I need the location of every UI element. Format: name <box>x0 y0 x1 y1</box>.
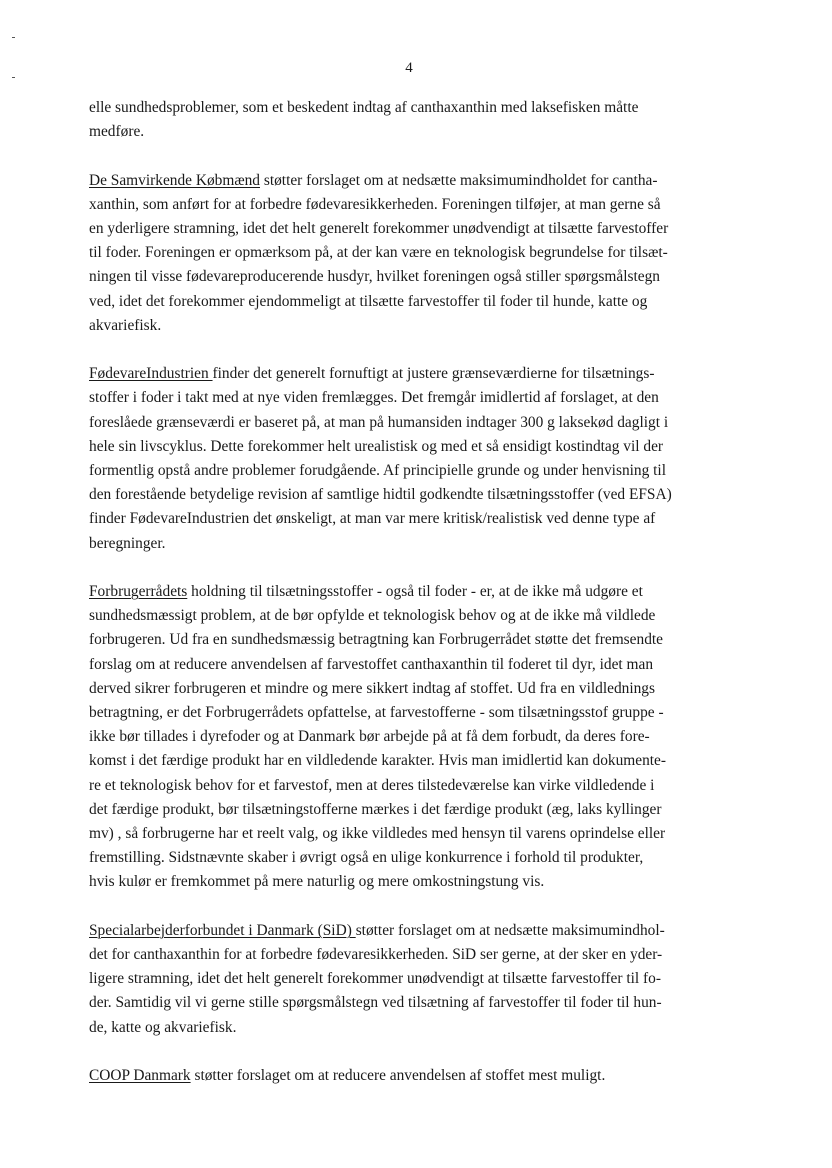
text-line: de, katte og akvariefisk. <box>89 1018 237 1036</box>
text-line: derved sikrer forbrugeren et mindre og mere sikkert indtag af stoffet. Ud fra en vildlednings <box>89 679 655 697</box>
text-line: stoffer i foder i takt med at nye viden fremlægges. Det fremgår imidlertid af forslaget, at den <box>89 389 659 407</box>
paragraph-forbrugerraadet <box>89 580 737 895</box>
text-line: en yderligere stramning, idet det helt generelt forekommer unødvendigt at tilsætte farvestoffer <box>89 220 669 237</box>
text-line: støtter forslaget om at reducere anvendelsen af stoffet mest muligt. <box>190 1067 606 1085</box>
paragraph-foedevareindustrien <box>89 362 737 556</box>
text-line: hele sin livscyklus. Dette forekommer helt urealistisk og med et så ensidigt kostindtag vil der <box>89 437 664 455</box>
text-line: formentlig opstå andre problemer forudgående. Af principielle grunde og under henvisning til <box>89 462 666 480</box>
text-line: den forestående betydelige revision af samtlige hidtil godkendte tilsætningsstoffer (ved EFSA) <box>89 486 672 504</box>
text-line: det for canthaxanthin for at forbedre fødevaresikkerheden. SiD ser gerne, at der sker en yder- <box>89 946 663 964</box>
text-line: til foder. Foreningen er opmærksom på, at der kan være en teknologisk begrundelse for tilsæt- <box>89 244 668 262</box>
text-line: sundhedsmæssigt problem, at de bør opfylde et teknologisk behov og at de ikke må vildlede <box>89 607 656 625</box>
organization-name: Forbrugerrådets <box>89 583 188 601</box>
paragraph-samvirkende-kobmaend <box>89 169 737 338</box>
text-line: holdning til tilsætningsstoffer - også til foder - er, at de ikke må udgøre et <box>187 583 643 601</box>
text-line: ningen til visse fødevareproducerende husdyr, hvilket foreningen også stiller spørgsmålstegn <box>89 268 660 286</box>
text-line: re et teknologisk behov for et farvestof, men at deres tilstedeværelse kan virke vildledende i <box>89 776 655 794</box>
text-line: finder det generelt fornuftigt at justere grænseværdierne for tilsætnings- <box>212 365 655 383</box>
text-line: akvariefisk. <box>89 316 162 334</box>
text-line: mv) , så forbrugerne har et reelt valg, og ikke vildledes med hensyn til varens oprindelse eller <box>89 825 666 843</box>
text-line: betragtning, er det Forbrugerrådets opfattelse, at farvestofferne - som tilsætningsstof gruppe - <box>89 704 664 722</box>
text-line: foreslåede grænseværdi er baseret på, at man på humansiden indtager 300 g laksekød dagligt i <box>89 413 669 431</box>
text-line: forbrugeren. Ud fra en sundhedsmæssig betragtning kan Forbrugerrådet støtte det fremsendte <box>89 631 663 649</box>
organization-name: FødevareIndustrien <box>89 365 213 383</box>
text-line: beregninger. <box>89 534 166 552</box>
organization-name: Specialarbejderforbundet i Danmark (SiD) <box>89 921 356 939</box>
text-line: xanthin, som anført for at forbedre fødevaresikkerheden. Foreningen tilføjer, at man gerne så <box>89 195 661 213</box>
text-line: komst i det færdige produkt har en vildledende karakter. Hvis man imidlertid kan dokumente- <box>89 752 667 770</box>
text-line: ikke bør tillades i dyrefoder og at Danmark bør arbejde på at få dem forbudt, da deres fore- <box>89 728 650 746</box>
text-line: det færdige produkt, bør tilsætningstofferne mærkes i det færdige produkt (æg, laks kyllinger <box>89 800 662 818</box>
document-body <box>89 96 737 1112</box>
organization-name: De Samvirkende Købmænd <box>89 171 260 189</box>
text-line: forslag om at reducere anvendelsen af farvestoffet canthaxanthin til foderet til dyr, idet man <box>89 655 654 673</box>
text-line: hvis kulør er fremkommet på mere naturlig og mere omkostningstung vis. <box>89 873 545 891</box>
text-line: støtter forslaget om at nedsætte maksimumindholdet for cantha- <box>259 171 658 189</box>
text-line: fremstilling. Sidstnævnte skaber i øvrigt også en ulige konkurrence i forhold til produkter, <box>89 849 644 867</box>
text-line: finder FødevareIndustrien det ønskeligt, at man var mere kritisk/realistisk ved denne type af <box>89 510 656 528</box>
paragraph-sid <box>89 919 737 1040</box>
text-line: der. Samtidig vil vi gerne stille spørgsmålstegn ved tilsætning af farvestoffer til foder til hun- <box>89 994 662 1012</box>
page-number: 4 <box>405 60 413 76</box>
text-line: ved, idet det forekommer ejendommeligt at tilsætte farvestoffer til foder til hunde, katte og <box>89 292 648 310</box>
scan-mark <box>12 37 15 38</box>
organization-name: COOP Danmark <box>89 1067 191 1085</box>
text-line: støtter forslaget om at nedsætte maksimumindhol- <box>355 921 665 939</box>
paragraph-coop <box>89 1064 737 1088</box>
paragraph-continuation <box>89 96 737 144</box>
text-line: ligere stramning, idet det helt generelt forekommer unødvendigt at tilsætte farvestoffer til fo- <box>89 970 661 988</box>
text-line: elle sundhedsproblemer, som et beskedent indtag af canthaxanthin med laksefisken måtte <box>89 99 639 116</box>
text-line: medføre. <box>89 123 145 141</box>
